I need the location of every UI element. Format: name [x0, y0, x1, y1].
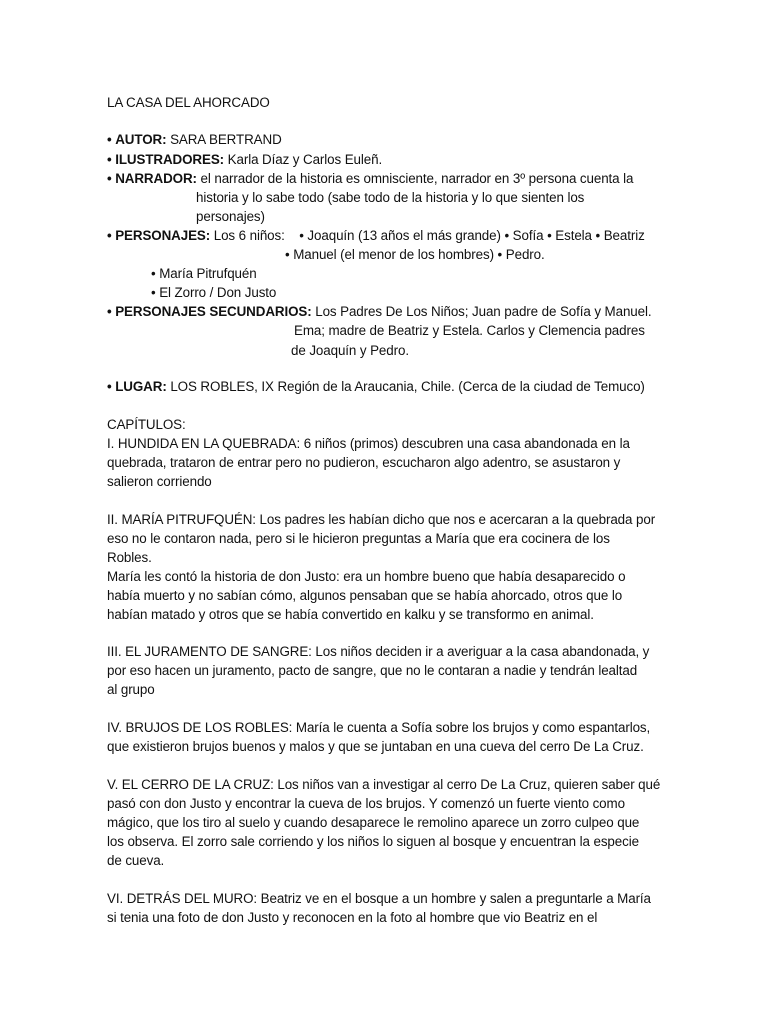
ilustradores-label: ILUSTRADORES:	[115, 152, 225, 167]
lugar-line	[107, 377, 645, 396]
chapter-5-text: los observa. El zorro sale corriendo y los niños lo siguen al bosque y encuentran la especie	[107, 834, 639, 849]
secundarios-text: de Joaquín y Pedro.	[291, 343, 409, 358]
chapter-2-text: eso no le contaron nada, pero si le hicieron preguntas a María que era cocinera de los	[107, 531, 610, 546]
chapter-1-text: quebrada, trataron de entrar pero no pudieron, escucharon algo adentro, se asustaron y	[107, 455, 621, 470]
bullet-icon: •	[107, 379, 112, 394]
autor-label: AUTOR:	[115, 132, 167, 147]
personajes-text: Los 6 niños: • Joaquín (13 años el más grande) • Sofía • Estela • Beatriz	[213, 228, 645, 243]
chapter-5-text: mágico, que los tiro al suelo y cuando desaparece le remolino aparece un zorro culpeo que	[107, 815, 640, 830]
secundarios-line	[107, 302, 651, 321]
chapter-5-text: V. EL CERRO DE LA CRUZ: Los niños van a investigar al cerro De La Cruz, quieren saber qué	[107, 777, 661, 792]
chapter-4-text: IV. BRUJOS DE LOS ROBLES: María le cuenta a Sofía sobre los brujos y como espantarlos,	[107, 720, 651, 735]
chapter-6-text: si tenia una foto de don Justo y reconocen en la foto al hombre que vio Beatriz en el	[107, 910, 598, 925]
ilustradores-value: Karla Díaz y Carlos Euleñ.	[227, 152, 383, 167]
bullet-icon: •	[107, 171, 112, 186]
bullet-icon: •	[107, 304, 112, 319]
autor-value: SARA BERTRAND	[170, 132, 282, 147]
autor-line	[107, 130, 282, 149]
bullet-icon: •	[107, 152, 112, 167]
chapter-4-text: que existieron brujos buenos y malos y que se juntaban en una cueva del cerro De La Cruz.	[107, 739, 644, 754]
narrador-text: el narrador de la historia es omnisciente, narrador en 3º persona cuenta la	[200, 171, 634, 186]
personajes-text: • María Pitrufquén	[151, 266, 257, 281]
narrador-label: NARRADOR:	[115, 171, 197, 186]
personajes-line	[107, 226, 645, 245]
chapter-5-text: de cueva.	[107, 853, 165, 868]
chapter-2-text: había muerto y no sabían cómo, algunos pensaban que se había ahorcado, otros que lo	[107, 588, 623, 603]
personajes-label: PERSONAJES:	[115, 228, 211, 243]
chapter-1-text: I. HUNDIDA EN LA QUEBRADA: 6 niños (primos) descubren una casa abandonada en la	[107, 436, 630, 451]
bullet-icon: •	[107, 132, 112, 147]
chapter-3-text: por eso hacen un juramento, pacto de sangre, que no le contaran a nadie y tendrán lealtad	[107, 663, 638, 678]
narrador-text: personajes)	[196, 209, 265, 224]
secundarios-label: PERSONAJES SECUNDARIOS:	[115, 304, 312, 319]
lugar-label: LUGAR:	[115, 379, 167, 394]
chapter-5-text: pasó con don Justo y encontrar la cueva de los brujos. Y comenzó un fuerte viento como	[107, 796, 625, 811]
ilustradores-line	[107, 150, 382, 169]
chapter-6-text: VI. DETRÁS DEL MURO: Beatriz ve en el bosque a un hombre y salen a preguntarle a María	[107, 891, 651, 906]
document-title: LA CASA DEL AHORCADO	[107, 95, 270, 110]
chapter-2-text: habían matado y otros que se había convertido en kalku y se transformo en animal.	[107, 607, 594, 622]
chapter-2-text: II. MARÍA PITRUFQUÉN: Los padres les habían dicho que nos e acercaran a la quebrada por	[107, 512, 656, 527]
chapter-3-text: III. EL JURAMENTO DE SANGRE: Los niños deciden ir a averiguar a la casa abandonada, y	[107, 644, 650, 659]
chapter-2-text: María les contó la historia de don Justo: era un hombre bueno que había desaparecido o	[107, 569, 626, 584]
personajes-text: • El Zorro / Don Justo	[151, 285, 277, 300]
lugar-value: LOS ROBLES, IX Región de la Araucania, Chile. (Cerca de la ciudad de Temuco)	[170, 379, 645, 394]
personajes-text: • Manuel (el menor de los hombres) • Pedro.	[285, 247, 545, 262]
chapter-1-text: salieron corriendo	[107, 474, 212, 489]
narrador-line	[107, 169, 633, 188]
secundarios-text: Los Padres De Los Niños; Juan padre de Sofía y Manuel.	[315, 304, 652, 319]
bullet-icon: •	[107, 228, 112, 243]
capitulos-heading: CAPÍTULOS:	[107, 417, 186, 432]
secundarios-text: Ema; madre de Beatriz y Estela. Carlos y Clemencia padres	[294, 323, 645, 338]
narrador-text: historia y lo sabe todo (sabe todo de la historia y lo que sienten los	[196, 190, 585, 205]
chapter-3-text: al grupo	[107, 682, 155, 697]
chapter-2-text: Robles.	[107, 550, 152, 565]
